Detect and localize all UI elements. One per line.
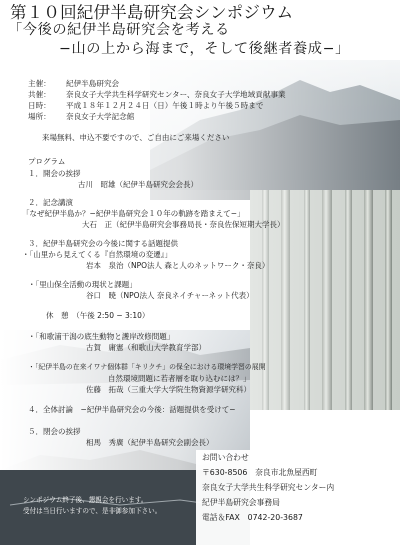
contact-heading: お問い合わせ xyxy=(202,453,249,462)
program-item-topic-4-speaker: 佐藤 拓哉（三重大学大学院生物資源学研究科） xyxy=(86,385,251,394)
program-item-break: 休 憩 （午後 2:50 − 3:10） xyxy=(46,311,150,320)
venue-label: 場所： xyxy=(28,112,51,121)
poster-title: 第１０回紀伊半島研究会シンポジウム xyxy=(10,3,294,22)
contact-phone: 電話＆FAX 0742-20-3687 xyxy=(202,513,303,522)
program-item-topics: ３．紀伊半島研究会の今後に関する話題提供 xyxy=(28,239,178,248)
datetime-label: 日時： xyxy=(28,101,51,110)
contact-org: 奈良女子大学共生科学研究センター内 xyxy=(202,483,335,492)
program-item-topic-2-speaker: 谷口 暁（NPO法人 奈良ネイチャーネット代表） xyxy=(86,291,254,300)
program-item-opening: １．開会の挨拶 xyxy=(28,169,81,178)
program-item-topic-4-subtitle: 自然環境問題に若者層を取り込むには？」 xyxy=(108,374,251,383)
program-item-topic-1-speaker: 岩本 泉治（NPO法人 森と人のネットワーク・奈良） xyxy=(86,261,270,270)
welcome-note: 来場無料、申込不要ですので、ご自由にご来場ください xyxy=(42,133,230,142)
contact-office: 紀伊半島研究会事務局 xyxy=(202,498,280,507)
cosponsor: 奈良女子大学共生科学研究センター、奈良女子大学地域貢献事業 xyxy=(66,90,286,99)
organizer-label: 主催： xyxy=(28,79,51,88)
program-item-lecture-subtitle: 「なぜ紀伊半島か？−紀伊半島研究会１０年の軌跡を踏まえて−」 xyxy=(22,209,245,218)
program-item-lecture-speaker: 大石 正（紀伊半島研究会事務局長・奈良佐保短期大学長） xyxy=(82,220,285,229)
program-item-lecture: ２．記念講演 xyxy=(28,198,73,207)
program-item-closing-speaker: 相馬 秀廣（紀伊半島研究会副会長） xyxy=(86,438,214,447)
theme-line-2: −山の上から海まで，そして後継者養成−」 xyxy=(59,41,350,57)
program-item-topic-1: ・「山里から見えてくる『自然環境の変遷』」 xyxy=(22,250,172,259)
program-item-topic-2: ・「里山保全活動の現状と課題」 xyxy=(28,280,137,289)
datetime: 平成１８年１２月２４日（日）午後１時より午後５時まで xyxy=(66,101,264,110)
venue: 奈良女子大学記念館 xyxy=(66,112,135,121)
program-item-closing: ５．閉会の挨拶 xyxy=(28,427,81,436)
program-item-topic-3-speaker: 古賀 庸憲（和歌山大学教育学部） xyxy=(86,343,206,352)
program-item-discussion: ４．全体討論 −紀伊半島研究会の今後：話題提供を受けて− xyxy=(28,405,236,414)
organizer: 紀伊半島研究会 xyxy=(66,79,120,88)
cosponsor-label: 共催： xyxy=(28,90,51,99)
program-heading: プログラム xyxy=(28,157,66,166)
reception-note-line-1: シンポジウム終了後、懇親会を行います。 xyxy=(23,496,148,504)
program-item-topic-3: ・「和歌浦干潟の底生動物と護岸改修問題」 xyxy=(28,332,175,341)
program-item-topic-4: ・「紀伊半島の在来イワナ個体群「キリクチ」の保全における環境学習の展開 xyxy=(28,363,266,371)
theme-line-1: 「今後の紀伊半島研究会を考える xyxy=(8,22,230,38)
program-item-opening-speaker: 古川 昭雄（紀伊半島研究会会長） xyxy=(78,180,198,189)
contact-postal: 〒630-8506 奈良市北魚屋西町 xyxy=(202,468,318,477)
reception-note-line-2: 受付は当日行いますので、是非御参加下さい。 xyxy=(23,507,162,515)
